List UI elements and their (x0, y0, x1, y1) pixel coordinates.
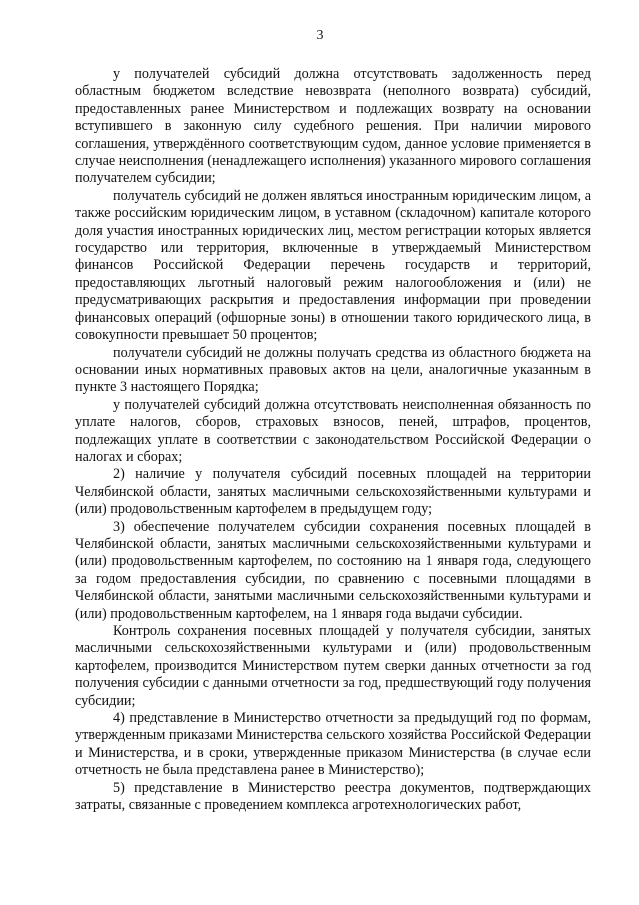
paragraph-control-note: Контроль сохранения посевных площадей у получателя субсидии, занятых масличными сельскохозяйственными культурами и (или) продовольственным картофелем, производится Министерством путем сверки данных отчетности за год получения субсидии с данными отчетности за год, предшествующий году получения субсидии; (75, 623, 591, 709)
paragraph-item-4: 4) представление в Министерство отчетности за предыдущий год по формам, утвержденным приказами Министерства сельского хозяйства Российской Федерации и Министерства, и в сроки, утвержденные приказом Министерства (в случае если отчетность не была представлена ранее в Министерство); (75, 710, 591, 779)
page-number: 3 (316, 28, 324, 43)
document-body (75, 66, 591, 814)
paragraph-item-5: 5) представление в Министерство реестра документов, подтверждающих затраты, связанные с проведением комплекса агротехнологических работ, (75, 779, 591, 814)
paragraph-foreign-entity-condition: получатель субсидий не должен являться иностранным юридическим лицом, а также российским юридическим лицом, в уставном (складочном) капитале которого доля участия иностранных юридических лиц, местом регистрации которых является государство или территория, включенные в утверждаемый Министерством финансов Российской Федерации перечень государств и территорий, предоставляющих льготный налоговый режим налогообложения и (или) не предусматривающих раскрытия и предоставления информации при проведении финансовых операций (офшорные зоны) в отношении такого юридического лица, в совокупности превышает 50 процентов; (75, 187, 591, 344)
paragraph-debt-condition: у получателей субсидий должна отсутствовать задолженность перед областным бюджетом вследствие невозврата (неполного возврата) субсидий, предоставленных ранее Министерством и подлежащих возврату на основании вступившего в законную силу судебного решения. При наличии мирового соглашения, утверждённого соответствующим судом, данное условие применяется в случае неисполнения (ненадлежащего исполнения) указанного мирового соглашения получателем субсидии; (75, 66, 591, 187)
paragraph-other-funding-condition: получатели субсидий не должны получать средства из областного бюджета на основании иных нормативных правовых актов на цели, аналогичные указанным в пункте 3 настоящего Порядка; (75, 344, 591, 396)
paragraph-item-3: 3) обеспечение получателем субсидии сохранения посевных площадей в Челябинской области, занятых масличными сельскохозяйственными культурами и (или) продовольственным картофелем, по состоянию на 1 января года, следующего за годом предоставления субсидии, по сравнению с посевными площадями в Челябинской области, занятыми масличными сельскохозяйственными культурами и (или) продовольственным картофелем, на 1 января года выдачи субсидии. (75, 518, 591, 622)
paragraph-tax-obligation-condition: у получателей субсидий должна отсутствовать неисполненная обязанность по уплате налогов, сборов, страховых взносов, пеней, штрафов, процентов, подлежащих уплате в соответствии с законодательством Российской Федерации о налогах и сборах; (75, 396, 591, 465)
paragraph-item-2: 2) наличие у получателя субсидий посевных площадей на территории Челябинской области, занятых масличными сельскохозяйственными культурами и (или) продовольственным картофелем в предыдущем году; (75, 466, 591, 518)
